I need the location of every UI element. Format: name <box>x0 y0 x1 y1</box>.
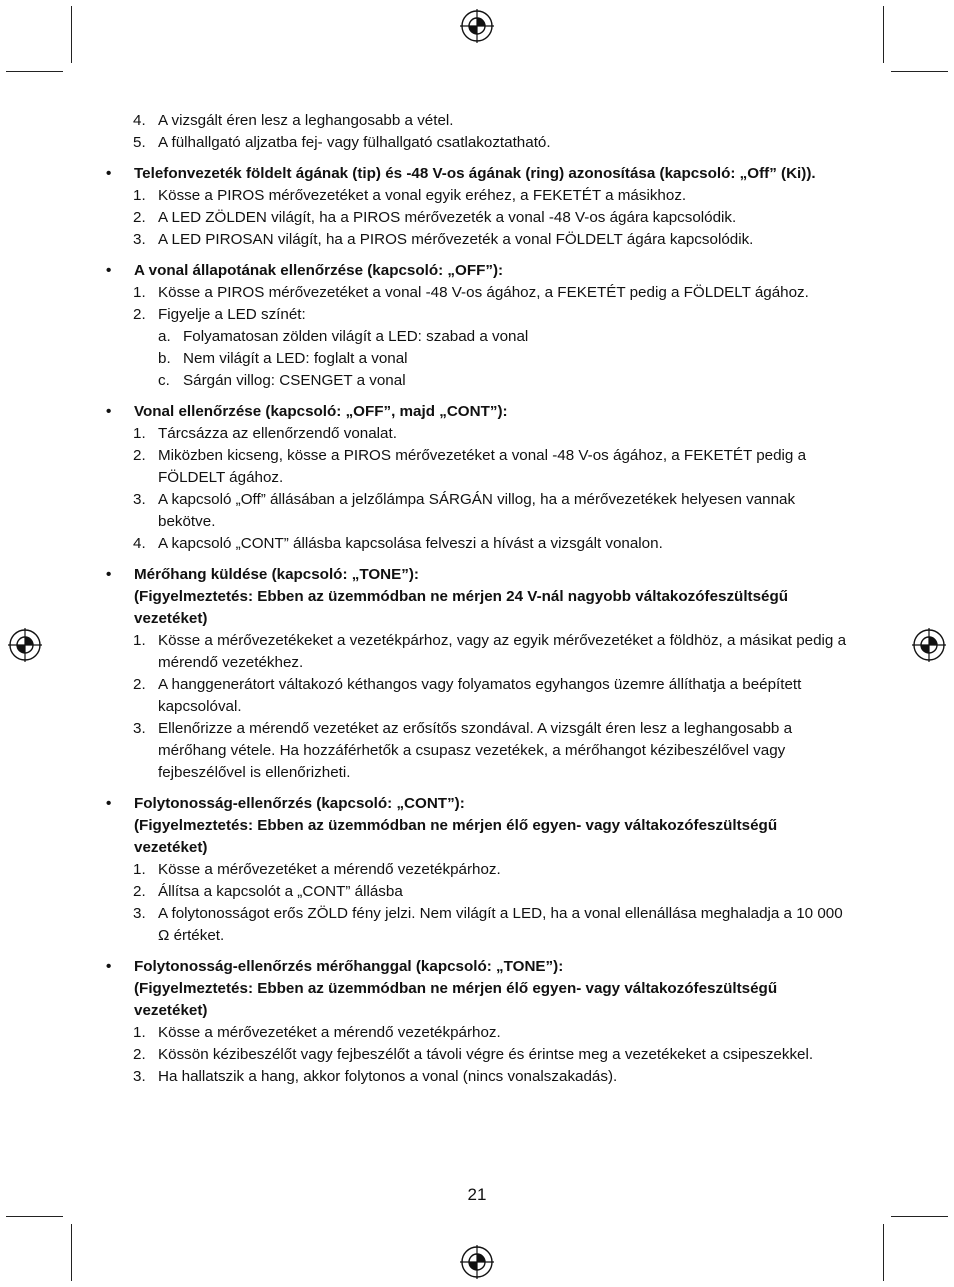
crop-mark-top-left-horizontal <box>6 71 63 72</box>
numbered-list <box>105 282 850 392</box>
section-line-status <box>105 260 850 392</box>
crop-mark-bottom-right-horizontal <box>891 1216 948 1217</box>
list-item-number: 5. <box>133 134 146 151</box>
bullet-icon: • <box>106 958 112 975</box>
list-item-number: 2. <box>133 447 146 464</box>
bullet-icon: • <box>106 566 112 583</box>
section-line-check <box>105 401 850 555</box>
list-item-number: 2. <box>133 883 146 900</box>
list-item-text: A LED ZÖLDEN világít, ha a PIROS mérővezeték a vonal -48 V-os ágára kapcsolódik. <box>158 209 737 226</box>
list-item <box>105 630 850 674</box>
list-item-number: 3. <box>133 491 146 508</box>
numbered-list <box>105 1022 850 1088</box>
list-item-number: 1. <box>133 632 146 649</box>
list-item <box>105 1066 850 1088</box>
sublist-item-text: Folyamatosan zölden világít a LED: szabad a vonal <box>183 328 529 345</box>
list-item-text: Kösse a mérővezetékeket a vezetékpárhoz, vagy az egyik mérővezetéket a földhöz, a másikat pedig a mérendő vezetékhez. <box>158 632 847 671</box>
section-heading <box>105 260 850 282</box>
list-item-text: A kapcsoló „Off” állásában a jelzőlámpa SÁRGÁN villog, ha a mérővezetékek helyesen vannak bekötve. <box>158 491 796 530</box>
section-continuity-tone-check <box>105 956 850 1088</box>
list-item-text: Kösse a PIROS mérővezetéket a vonal egyik eréhez, a FEKETÉT a másikhoz. <box>158 187 687 204</box>
list-item <box>105 282 850 304</box>
list-item <box>105 1022 850 1044</box>
lettered-sublist <box>105 326 850 392</box>
registration-target-icon <box>460 1245 494 1279</box>
list-item-number: 1. <box>133 861 146 878</box>
numbered-list <box>105 859 850 947</box>
crop-mark-top-right-vertical <box>883 6 884 63</box>
page-content <box>105 110 850 1088</box>
list-item <box>105 859 850 881</box>
sublist-item-letter: c. <box>158 372 170 389</box>
list-item-text: Tárcsázza az ellenőrzendő vonalat. <box>158 425 397 442</box>
registration-target-icon <box>460 9 494 43</box>
crop-mark-bottom-left-horizontal <box>6 1216 63 1217</box>
list-item <box>105 110 850 132</box>
sublist-item <box>105 348 850 370</box>
list-item <box>105 718 850 784</box>
heading-line: Vonal ellenőrzése (kapcsoló: „OFF”, majd „CONT”): <box>134 403 508 420</box>
list-item-text: Ellenőrizze a mérendő vezetéket az erősítős szondával. A vizsgált éren lesz a leghangosabb a mérőhang vétele. Ha hozzáférhetők a csupasz vezetékek, a mérőhangot kézibeszélővel vagy fejbeszélővel is ellenőrizheti. <box>158 720 793 781</box>
list-item <box>105 229 850 251</box>
list-item-text: A folytonosságot erős ZÖLD fény jelzi. Nem világít a LED, ha a vonal ellenállása meghaladja a 10 000 Ω értéket. <box>158 905 843 944</box>
heading-line: A vonal állapotának ellenőrzése (kapcsoló: „OFF”): <box>134 262 504 279</box>
list-item-text: A hanggenerátort váltakozó kéthangos vagy folyamatos egyhangos üzemre állíthatja a beépített kapcsolóval. <box>158 676 802 715</box>
list-item <box>105 207 850 229</box>
list-item-text: Figyelje a LED színét: <box>158 306 306 323</box>
list-item-number: 3. <box>133 905 146 922</box>
section-tone-sending <box>105 564 850 784</box>
list-item <box>105 903 850 947</box>
list-item-number: 3. <box>133 231 146 248</box>
list-item-number: 3. <box>133 1068 146 1085</box>
list-item-number: 2. <box>133 306 146 323</box>
list-item-number: 1. <box>133 187 146 204</box>
list-item <box>105 533 850 555</box>
bullet-icon: • <box>106 262 112 279</box>
list-item-number: 1. <box>133 284 146 301</box>
sublist-item-text: Sárgán villog: CSENGET a vonal <box>183 372 406 389</box>
registration-target-icon <box>912 628 946 662</box>
list-item <box>105 423 850 445</box>
section-tip-ring-identification <box>105 163 850 251</box>
list-item-number: 4. <box>133 112 146 129</box>
list-item-text: Miközben kicseng, kösse a PIROS mérővezetéket a vonal -48 V-os ágához, a FEKETÉT pedig a FÖLDELT ágához. <box>158 447 807 486</box>
list-item-number: 1. <box>133 425 146 442</box>
numbered-list <box>105 630 850 784</box>
crop-mark-top-left-vertical <box>71 6 72 63</box>
numbered-list <box>105 185 850 251</box>
list-item <box>105 185 850 207</box>
list-item-text: Állítsa a kapcsolót a „CONT” állásba <box>158 883 403 900</box>
list-item-number: 3. <box>133 720 146 737</box>
list-item-text: Ha hallatszik a hang, akkor folytonos a vonal (nincs vonalszakadás). <box>158 1068 618 1085</box>
section-continuity-check <box>105 793 850 947</box>
list-item-number: 4. <box>133 535 146 552</box>
section-heading <box>105 956 850 1022</box>
section-heading <box>105 401 850 423</box>
list-item-text: Kösse a PIROS mérővezetéket a vonal -48 V-os ágához, a FEKETÉT pedig a FÖLDELT ágához. <box>158 284 809 301</box>
list-item-text: Kösse a mérővezetéket a mérendő vezetékpárhoz. <box>158 1024 501 1041</box>
section-heading <box>105 564 850 630</box>
warning-line: (Figyelmeztetés: Ebben az üzemmódban ne mérjen élő egyen- vagy váltakozófeszültségű vezetéket) <box>134 817 778 856</box>
list-item <box>105 674 850 718</box>
sublist-item <box>105 370 850 392</box>
bullet-icon: • <box>106 795 112 812</box>
list-item-text: A LED PIROSAN világít, ha a PIROS mérővezeték a vonal FÖLDELT ágára kapcsolódik. <box>158 231 754 248</box>
list-item <box>105 489 850 533</box>
heading-line: Mérőhang küldése (kapcsoló: „TONE”): <box>134 566 419 583</box>
sublist-item-letter: a. <box>158 328 171 345</box>
crop-mark-top-right-horizontal <box>891 71 948 72</box>
crop-mark-bottom-left-vertical <box>71 1224 72 1281</box>
list-item <box>105 445 850 489</box>
list-item-number: 2. <box>133 676 146 693</box>
list-item <box>105 1044 850 1066</box>
warning-line: (Figyelmeztetés: Ebben az üzemmódban ne mérjen élő egyen- vagy váltakozófeszültségű vezetéket) <box>134 980 778 1019</box>
list-item <box>105 304 850 326</box>
list-item <box>105 881 850 903</box>
list-item-number: 1. <box>133 1024 146 1041</box>
intro-list <box>105 110 850 154</box>
list-item-text: A fülhallgató aljzatba fej- vagy fülhallgató csatlakoztatható. <box>158 134 551 151</box>
bullet-icon: • <box>106 165 112 182</box>
list-item-text: A kapcsoló „CONT” állásba kapcsolása felveszi a hívást a vizsgált vonalon. <box>158 535 663 552</box>
registration-target-icon <box>8 628 42 662</box>
list-item-text: Kössön kézibeszélőt vagy fejbeszélőt a távoli végre és érintse meg a vezetékeket a csipeszekkel. <box>158 1046 814 1063</box>
warning-line: (Figyelmeztetés: Ebben az üzemmódban ne mérjen 24 V-nál nagyobb váltakozófeszültségű vezetéket) <box>134 588 789 627</box>
sublist-item <box>105 326 850 348</box>
section-heading <box>105 163 850 185</box>
list-item-number: 2. <box>133 1046 146 1063</box>
list-item-number: 2. <box>133 209 146 226</box>
heading-line: Telefonvezeték földelt ágának (tip) és -48 V-os ágának (ring) azonosítása (kapcsoló: „Off” (Ki)). <box>134 165 816 182</box>
section-heading <box>105 793 850 859</box>
list-item-text: Kösse a mérővezetéket a mérendő vezetékpárhoz. <box>158 861 501 878</box>
crop-mark-bottom-right-vertical <box>883 1224 884 1281</box>
numbered-list <box>105 423 850 555</box>
list-item-text: A vizsgált éren lesz a leghangosabb a vétel. <box>158 112 454 129</box>
sublist-item-text: Nem világít a LED: foglalt a vonal <box>183 350 408 367</box>
heading-line: Folytonosság-ellenőrzés (kapcsoló: „CONT”): <box>134 795 465 812</box>
heading-line: Folytonosság-ellenőrzés mérőhanggal (kapcsoló: „TONE”): <box>134 958 564 975</box>
list-item <box>105 132 850 154</box>
page-number: 21 <box>467 1185 487 1204</box>
sublist-item-letter: b. <box>158 350 171 367</box>
bullet-icon: • <box>106 403 112 420</box>
